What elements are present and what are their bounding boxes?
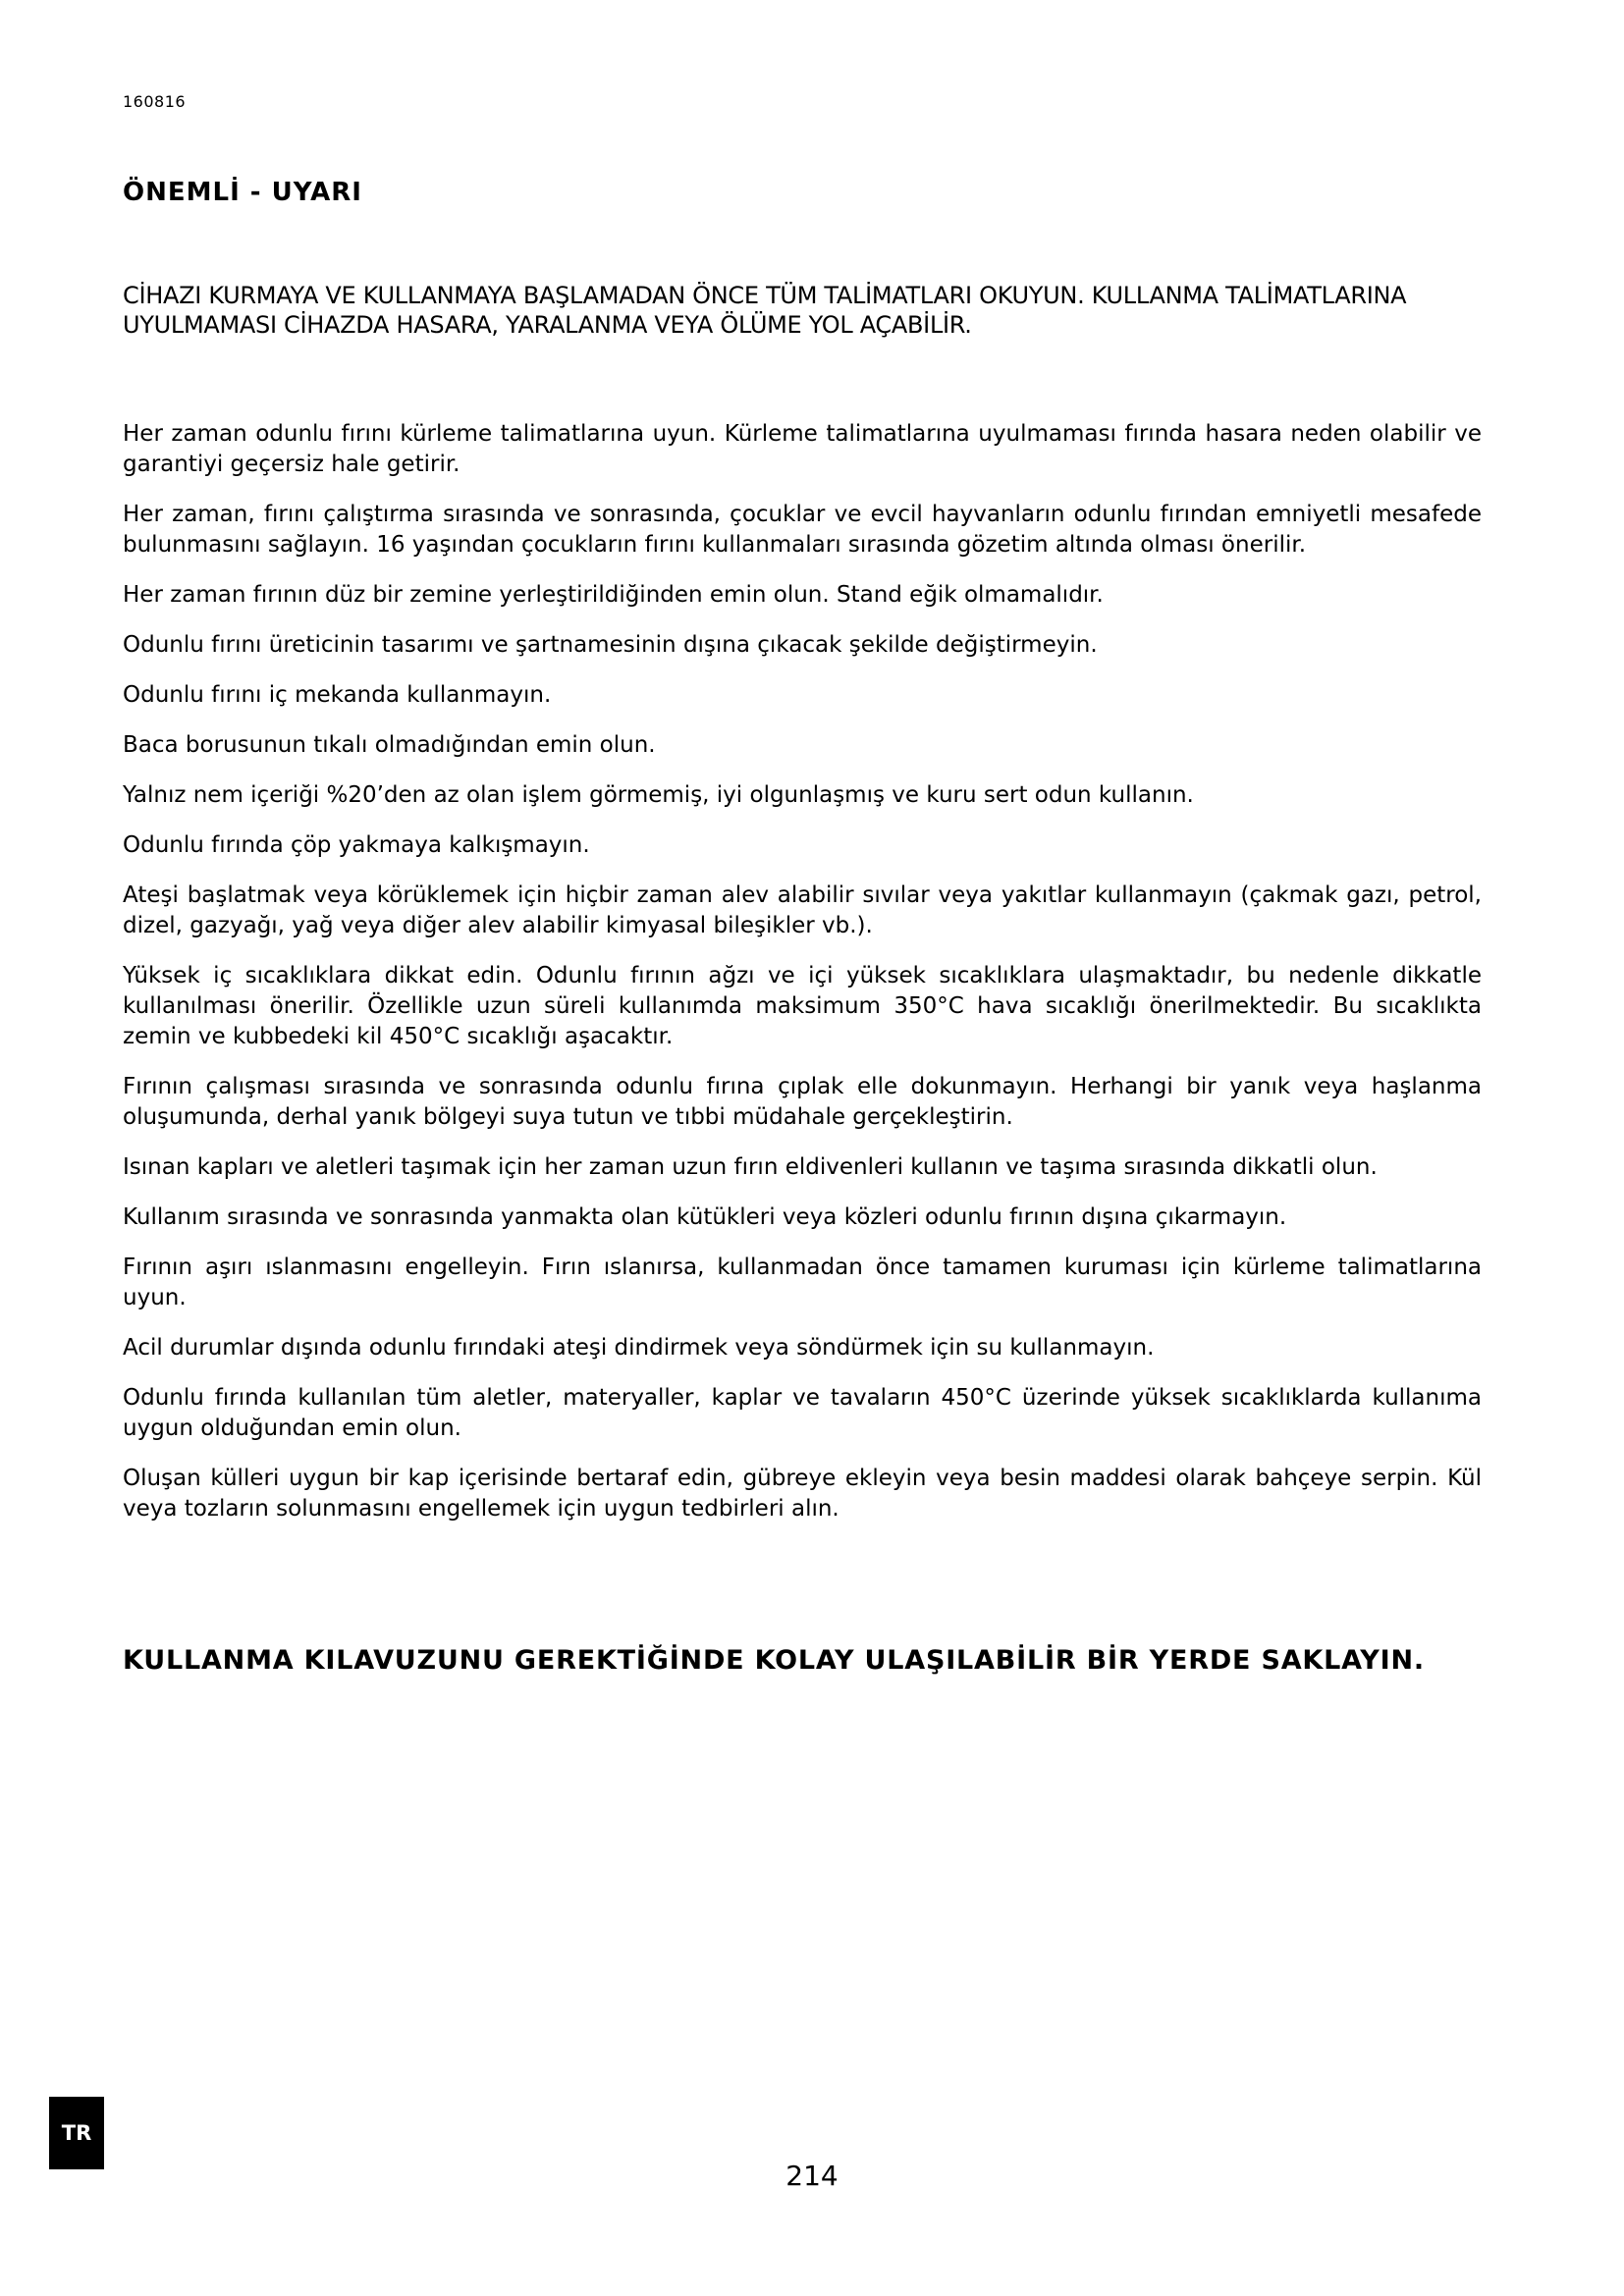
safety-rule: Yüksek iç sıcaklıklara dikkat edin. Odunlu fırının ağzı ve içi yüksek sıcaklıklara ulaşmaktadır, bu nedenle dikkatle kullanılması önerilir. Özellikle uzun süreli kullanımda maksimum 350°C hava sıcaklığı önerilmektedir. Bu sıcaklıkta zemin ve kubbedeki kil 450°C sıcaklığı aşacaktır. — [123, 963, 1482, 1049]
safety-rule: Fırının çalışması sırasında ve sonrasında odunlu fırına çıplak elle dokunmayın. Herhangi bir yanık veya haşlanma oluşumunda, derhal yanık bölgeyi suya tutun ve tıbbi müdahale gerçekleştirin. — [123, 1074, 1482, 1130]
safety-rule: Odunlu fırını üreticinin tasarımı ve şartnamesinin dışına çıkacak şekilde değiştirmeyin. — [123, 632, 1098, 658]
safety-rule: Odunlu fırını iç mekanda kullanmayın. — [123, 682, 552, 708]
safety-rule: Her zaman fırının düz bir zemine yerleştirildiğinden emin olun. Stand eğik olmamalıdır. — [123, 582, 1104, 608]
safety-rule: Isınan kapları ve aletleri taşımak için her zaman uzun fırın eldivenleri kullanın ve taşıma sırasında dikkatli olun. — [123, 1154, 1378, 1180]
language-tab: TR — [49, 2097, 104, 2169]
safety-rule: Kullanım sırasında ve sonrasında yanmakta olan kütükleri veya közleri odunlu fırının dışına çıkarmayın. — [123, 1204, 1287, 1230]
safety-rule: Odunlu fırında kullanılan tüm aletler, materyaller, kaplar ve tavaların 450°C üzerinde yüksek sıcaklıklarda kullanıma uygun olduğundan emin olun. — [123, 1385, 1482, 1441]
safety-rule: Fırının aşırı ıslanmasını engelleyin. Fırın ıslanırsa, kullanmadan önce tamamen kuruması için kürleme talimatlarına uyun. — [123, 1255, 1482, 1310]
safety-rule: Oluşan külleri uygun bir kap içerisinde bertaraf edin, gübreye ekleyin veya besin maddesi olarak bahçeye serpin. Kül veya tozların solunmasını engellemek için uygun tedbirleri alın. — [123, 1466, 1482, 1522]
safety-rule: Acil durumlar dışında odunlu fırındaki ateşi dindirmek veya söndürmek için su kullanmayın. — [123, 1335, 1155, 1361]
safety-rule: Yalnız nem içeriği %20’den az olan işlem görmemiş, iyi olgunlaşmış ve kuru sert odun kullanın. — [123, 782, 1194, 808]
safety-rule: Her zaman, fırını çalıştırma sırasında ve sonrasında, çocuklar ve evcil hayvanların odunlu fırından emniyetli mesafede bulunmasını sağlayın. 16 yaşından çocukların fırını kullanmaları sırasında gözetim altında olması önerilir. — [123, 502, 1482, 558]
safety-rules-list — [123, 419, 1482, 1544]
caps-warning: CİHAZI KURMAYA VE KULLANMAYA BAŞLAMADAN ÖNCE TÜM TALİMATLARI OKUYUN. KULLANMA TALİMATLARINA UYULMAMASI CİHAZDA HASARA, YARALANMA VEYA ÖLÜME YOL AÇABİLİR. — [123, 282, 1407, 339]
document-code: 160816 — [123, 92, 187, 111]
page-title: ÖNEMLİ - UYARI — [123, 178, 362, 207]
footer-note: KULLANMA KILAVUZUNU GEREKTİĞİNDE KOLAY ULAŞILABİLİR BİR YERDE SAKLAYIN. — [123, 1645, 1425, 1676]
safety-rule: Ateşi başlatmak veya körüklemek için hiçbir zaman alev alabilir sıvılar veya yakıtlar kullanmayın (çakmak gazı, petrol, dizel, gazyağı, yağ veya diğer alev alabilir kimyasal bileşikler vb.). — [123, 882, 1482, 938]
safety-rule: Odunlu fırında çöp yakmaya kalkışmayın. — [123, 832, 590, 858]
page-number: 214 — [785, 2160, 839, 2192]
safety-rule: Baca borusunun tıkalı olmadığından emin olun. — [123, 732, 656, 758]
safety-rule: Her zaman odunlu fırını kürleme talimatlarına uyun. Kürleme talimatlarına uyulmaması fırında hasara neden olabilir ve garantiyi geçersiz hale getirir. — [123, 421, 1482, 477]
